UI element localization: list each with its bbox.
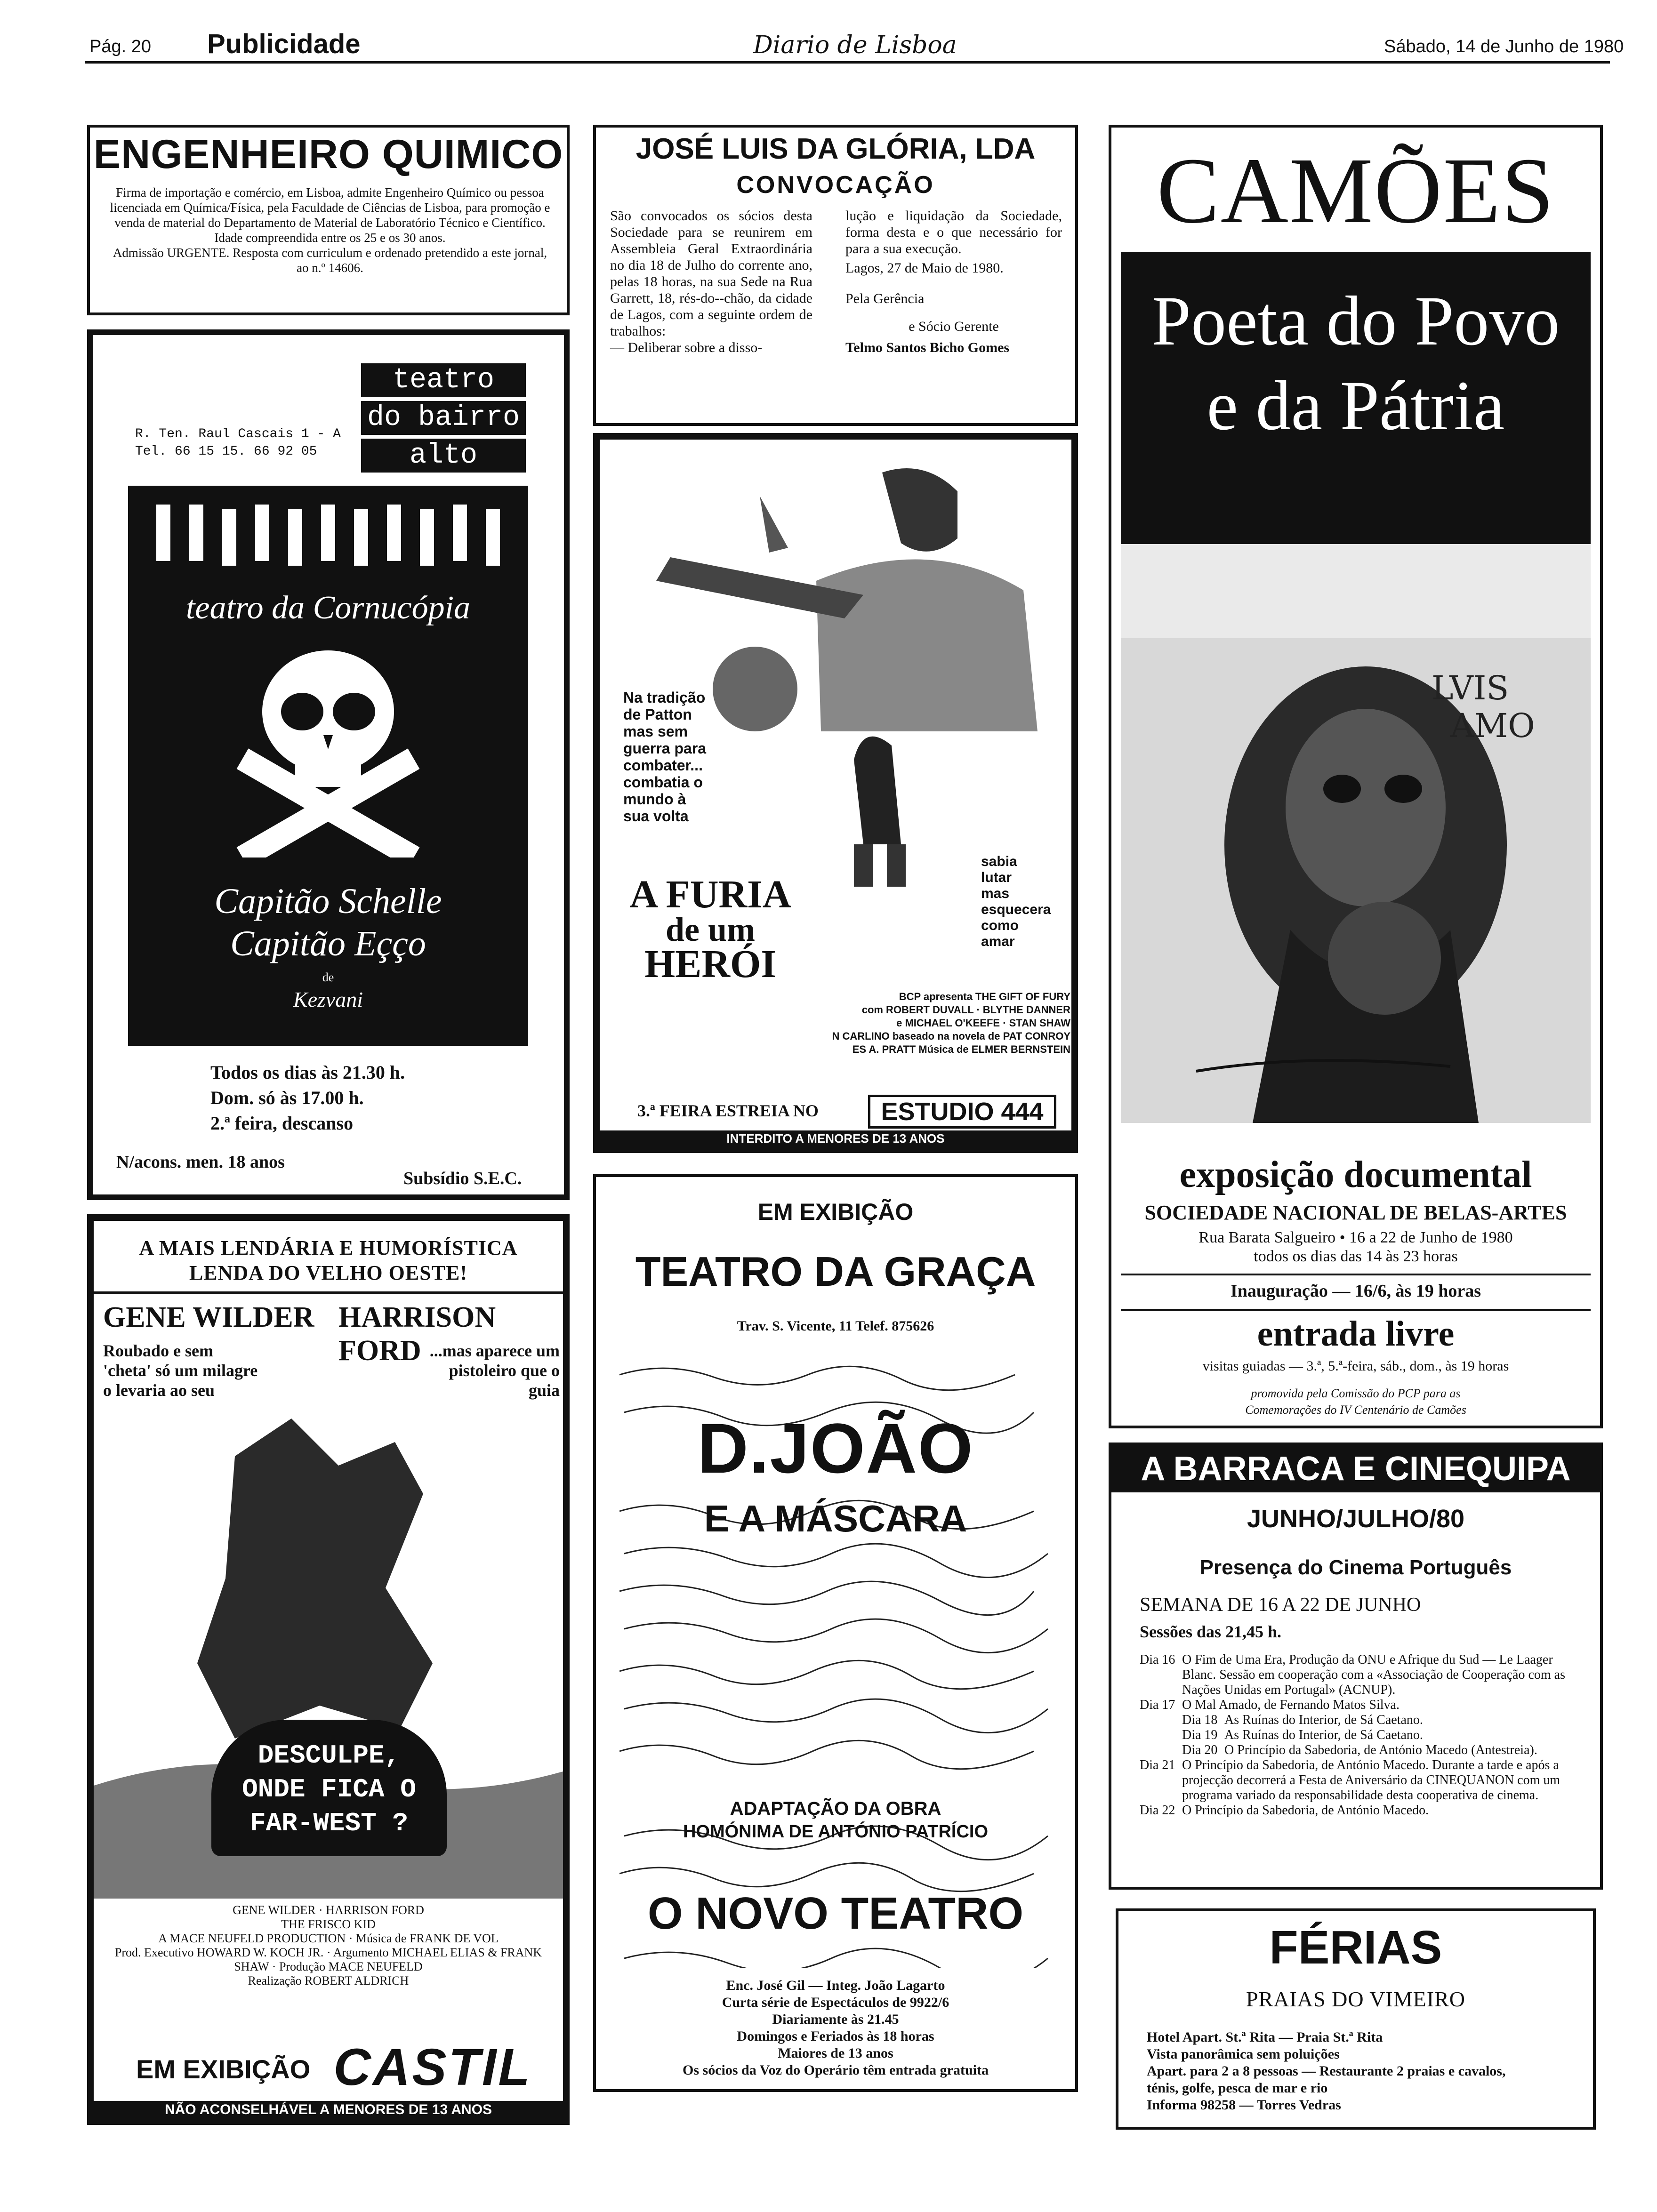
program-text: O Princípio da Sabedoria, de António Macedo (Antestreia). [1224, 1743, 1537, 1757]
teatro-logo-line-1: teatro [361, 363, 526, 397]
farwest-ad [87, 1214, 570, 2125]
furia-tag2-3: mas [981, 886, 1010, 901]
camoes-portrait-image [1121, 544, 1591, 1123]
graca-credit-1: Enc. José Gil — Integ. João Lagarto [726, 1978, 945, 1993]
furia-rating: INTERDITO A MENORES DE 13 ANOS [600, 1130, 1071, 1146]
teatro-poster [128, 486, 528, 1046]
teatro-age: N/acons. men. 18 anos [116, 1152, 285, 1172]
ferias-ad [1116, 1908, 1596, 2130]
graca-em-exibicao: EM EXIBIÇÃO [757, 1199, 914, 1225]
page-header [0, 0, 1657, 71]
furia-tag2-4: esquecera [981, 902, 1051, 917]
farwest-credits [113, 1903, 544, 1988]
program-text: O Fim de Uma Era, Produção da ONU e Afrique du Sud — Le Laager Blanc. Sessão em cooperação com a «Associação de Cooperação com as Nações Unidas em Portugal» (ACNUP). [1182, 1652, 1566, 1697]
gloria-title: JOSÉ LUIS DA GLÓRIA, LDA [635, 133, 1036, 165]
camoes-ad [1109, 125, 1603, 1428]
camoes-promo-2: Comemorações do IV Centenário de Camões [1245, 1403, 1466, 1417]
farwest-em-exibicao: EM EXIBIÇÃO [136, 2054, 311, 2084]
camoes-address: Rua Barata Salgueiro • 16 a 22 de Junho de 1980 [1199, 1229, 1513, 1246]
camoes-inauguracao: Inauguração — 16/6, às 19 horas [1230, 1281, 1481, 1301]
teatro-play-2: Capitão Eçço [230, 924, 426, 963]
program-text: O Princípio da Sabedoria, de António Macedo. Durante a tarde e após a projecção decorrerá a Festa de Aniversário da CINEQUANON com um programa variado da responsabilidade desta cooperativa de cinema. [1182, 1758, 1560, 1803]
program-day: Dia 20 [1182, 1743, 1218, 1757]
furia-cinema: ESTUDIO 444 [868, 1095, 1056, 1129]
page-number: Pág. 20 [89, 37, 151, 56]
farwest-credit-3: A MACE NEUFELD PRODUCTION · Música de FRANK DE VOL [158, 1931, 499, 1945]
camoes-subtitle-2: e da Pátria [1207, 367, 1505, 445]
barraca-subtitle: Presença do Cinema Português [1199, 1556, 1512, 1579]
furia-tag-5: combater... [623, 757, 703, 774]
camoes-promo-1: promovida pela Comissão do PCP para as [1251, 1387, 1461, 1400]
graca-credit-6: Os sócios da Voz do Operário têm entrada gratuita [683, 2062, 989, 2078]
furia-credit-3: e MICHAEL O'KEEFE · STAN SHAW [896, 1017, 1070, 1029]
teatro-logo [361, 363, 526, 473]
gloria-right-text: lução e liquidação da Sociedade, forma desta e o que necessário for para a sua execução. [845, 208, 1062, 256]
issue-date: Sábado, 14 de Junho de 1980 [1384, 37, 1624, 56]
program-text: As Ruínas do Interior, de Sá Caetano. [1224, 1728, 1423, 1742]
gloria-left-item: — Deliberar sobre a disso- [610, 340, 763, 355]
gloria-by: Pela Gerência [845, 291, 925, 306]
farwest-rating: NÃO ACONSELHÁVEL A MENORES DE 13 ANOS [94, 2101, 563, 2118]
program-row [1140, 1758, 1577, 1803]
furia-credit-1: BCP apresenta THE GIFT OF FURY [899, 991, 1070, 1002]
teatro-author: Kezvani [293, 987, 363, 1011]
teatro-schedule [210, 1060, 405, 1136]
furia-tag-7: mundo à [623, 791, 686, 808]
teatro-address: R. Ten. Raul Cascais 1 - A [135, 427, 341, 441]
graca-ad [593, 1174, 1078, 2092]
gloria-right-column [845, 208, 1062, 356]
program-row [1140, 1698, 1577, 1713]
teatro-sched-3: 2.ª feira, descanso [210, 1113, 354, 1134]
furia-tag2-1: sabia [981, 854, 1017, 869]
furia-tag-3: mas sem [623, 723, 688, 740]
graca-play-2: E A MÁSCARA [704, 1498, 967, 1539]
graca-adaptation-1: ADAPTAÇÃO DA OBRA [730, 1798, 941, 1819]
ferias-line-5: Informa 98258 — Torres Vedras [1147, 2097, 1341, 2113]
farwest-cinema: CASTIL [333, 2038, 532, 2096]
ferias-line-2: Vista panorâmica sem poluições [1147, 2046, 1340, 2062]
camoes-rule-1 [1121, 1274, 1591, 1275]
furia-title-3: HERÓI [644, 942, 777, 986]
furia-tagline [623, 689, 706, 825]
furia-ad [593, 433, 1078, 1153]
graca-credit-5: Maiores de 13 anos [778, 2045, 893, 2061]
farwest-right-tag: ...mas aparece um pistoleiro que o guia [429, 1341, 560, 1400]
graca-address: Trav. S. Vicente, 11 Telef. 875626 [737, 1318, 934, 1334]
engenheiro-age: Idade compreendida entre os 25 e os 30 anos. [214, 231, 446, 245]
engenheiro-ad [87, 125, 570, 315]
header-rule [85, 61, 1610, 64]
program-day: Dia 17 [1140, 1698, 1175, 1712]
puppets-image [128, 486, 528, 603]
gloria-place-date: Lagos, 27 de Maio de 1980. [845, 260, 1004, 276]
camoes-portrait [1121, 544, 1591, 1123]
farwest-film-title: DESCULPE, ONDE FICA O FAR-WEST ? [242, 1740, 416, 1838]
farwest-headline-1: A MAIS LENDÁRIA E HUMORÍSTICA [139, 1236, 518, 1259]
furia-credit-5: ES A. PRATT Música de ELMER BERNSTEIN [852, 1043, 1070, 1055]
farwest-left-tag: Roubado e sem 'cheta' só um milagre o levaria ao seu [103, 1341, 258, 1400]
camoes-exposicao: exposição documental [1179, 1154, 1532, 1195]
teatro-company: teatro da Cornucópia [185, 590, 471, 626]
ferias-line-3: Apart. para 2 a 8 pessoas — Restaurante 2 praias e cavalos, [1147, 2063, 1506, 2079]
farwest-star-1: GENE WILDER [103, 1301, 314, 1333]
farwest-credit-2: THE FRISCO KID [281, 1917, 376, 1931]
camoes-visitas: visitas guiadas — 3.ª, 5.ª-feira, sáb., dom., às 19 horas [1202, 1358, 1509, 1374]
barraca-program [1140, 1652, 1577, 1818]
furia-tag-8: sua volta [623, 808, 689, 825]
farwest-title-box [211, 1720, 447, 1856]
teatro-subsidy: Subsídio S.E.C. [403, 1169, 522, 1188]
program-day: Dia 19 [1182, 1728, 1218, 1742]
camoes-org: SOCIEDADE NACIONAL DE BELAS-ARTES [1144, 1201, 1567, 1224]
furia-credits [779, 990, 1070, 1056]
teatro-phone: Tel. 66 15 15. 66 92 05 [135, 444, 317, 459]
camoes-banner [1121, 252, 1591, 544]
program-row [1140, 1652, 1577, 1698]
gloria-subtitle: CONVOCAÇÃO [736, 171, 935, 199]
ferias-line-4: ténis, golfe, pesca de mar e rio [1147, 2080, 1328, 2096]
graca-title: TEATRO DA GRAÇA [635, 1248, 1036, 1295]
svg-text:AMO: AMO [1450, 706, 1535, 745]
farwest-credit-4: Prod. Executivo HOWARD W. KOCH JR. · Argumento MICHAEL ELIAS & FRANK SHAW · Produção MACE NEUFELD [114, 1946, 542, 1973]
teatro-logo-line-2: do bairro [361, 401, 526, 435]
gloria-ad [593, 125, 1078, 426]
furia-tag-2: de Patton [623, 706, 692, 723]
engenheiro-admission: Admissão URGENTE. Resposta com curriculum e ordenado pretendido a este jornal, ao n.º 14606. [113, 246, 547, 275]
barraca-week: SEMANA DE 16 A 22 DE JUNHO [1140, 1594, 1421, 1616]
furia-credit-4: N CARLINO baseado na novela de PAT CONROY [832, 1030, 1070, 1042]
section-title: Publicidade [207, 29, 361, 59]
camoes-hours: todos os dias das 14 às 23 horas [1254, 1248, 1458, 1265]
camoes-title: CAMÕES [1157, 139, 1555, 243]
ferias-subtitle: PRAIAS DO VIMEIRO [1246, 1987, 1465, 2011]
teatro-logo-line-3: alto [361, 439, 526, 473]
barraca-ad [1109, 1443, 1603, 1890]
teatro-sched-2: Dom. só às 17.00 h. [210, 1087, 364, 1108]
furia-tag-4: guerra para [623, 740, 707, 757]
gloria-left-column [610, 208, 812, 356]
camoes-subtitle-1: Poeta do Povo [1151, 282, 1560, 360]
camoes-rule-2 [1121, 1309, 1591, 1311]
farwest-star-2: HARRISON FORD [338, 1301, 496, 1367]
camoes-entrada: entrada livre [1257, 1314, 1455, 1354]
ferias-lines [1147, 2029, 1580, 2114]
gloria-left-text: São convocados os sócios desta Sociedade para se reunirem em Assembleia Geral Extraordinária no dia 18 de Julho do corrente ano, pelas 18 horas, na sua Sede na Rua Garrett, 18, rés-do--chão, da cidade de Lagos, com a seguinte ordem de trabalhos: [610, 208, 812, 339]
masthead: Diario de Lisboa [753, 31, 957, 59]
furia-tagline-2 [981, 854, 1051, 950]
teatro-ad [87, 329, 570, 1200]
program-day: Dia 21 [1140, 1758, 1175, 1772]
gloria-role: e Sócio Gerente [909, 319, 999, 334]
engenheiro-title: ENGENHEIRO QUIMICO [93, 132, 563, 177]
gloria-signer: Telmo Santos Bicho Gomes [845, 340, 1010, 355]
barraca-period: JUNHO/JULHO/80 [1247, 1505, 1465, 1533]
program-text: O Princípio da Sabedoria, de António Macedo. [1182, 1803, 1429, 1818]
barraca-sessions: Sessões das 21,45 h. [1140, 1622, 1282, 1641]
furia-credit-2: com ROBERT DUVALL · BLYTHE DANNER [861, 1004, 1070, 1016]
furia-title [609, 873, 812, 986]
program-row [1140, 1743, 1577, 1758]
barraca-title: A BARRACA E CINEQUIPA [1111, 1445, 1600, 1492]
furia-tag2-6: amar [981, 934, 1015, 949]
furia-tag-6: combatia o [623, 774, 703, 791]
graca-company: O NOVO TEATRO [647, 1888, 1024, 1939]
program-day: Dia 16 [1140, 1652, 1175, 1667]
teatro-sched-1: Todos os dias às 21.30 h. [210, 1062, 405, 1083]
program-row [1140, 1803, 1577, 1818]
graca-credits [596, 1977, 1075, 2079]
skull-icon [210, 641, 446, 858]
furia-title-1: A FURIA [629, 873, 791, 916]
graca-play: D.JOÃO [697, 1409, 974, 1488]
engenheiro-body [109, 185, 551, 275]
graca-credit-2: Curta série de Espectáculos de 9922/6 [722, 1995, 949, 2010]
farwest-headline-2: LENDA DO VELHO OESTE! [189, 1261, 468, 1284]
svg-text:LVIS: LVIS [1432, 669, 1509, 707]
program-day: Dia 22 [1140, 1803, 1175, 1818]
program-text: As Ruínas do Interior, de Sá Caetano. [1224, 1713, 1423, 1727]
program-day: Dia 18 [1182, 1713, 1218, 1727]
furia-title-2: de um [665, 911, 756, 948]
farwest-credit-1: GENE WILDER · HARRISON FORD [233, 1903, 424, 1917]
furia-tag-1: Na tradição [623, 689, 706, 706]
furia-tag2-5: como [981, 918, 1019, 933]
teatro-play-1: Capitão Schelle [214, 882, 442, 921]
program-text: O Mal Amado, de Fernando Matos Silva. [1182, 1698, 1400, 1712]
engenheiro-text: Firma de importação e comércio, em Lisboa, admite Engenheiro Químico ou pessoa licenciada em Química/Física, pela Faculdade de Ciências de Lisboa, para promoção e venda de material do Departamento de Material de Laboratório Técnico e Científico. [110, 185, 550, 230]
ferias-title: FÉRIAS [1269, 1921, 1442, 1974]
program-row [1140, 1713, 1577, 1728]
ferias-line-1: Hotel Apart. St.ª Rita — Praia St.ª Rita [1147, 2029, 1383, 2045]
furia-premiere: 3.ª FEIRA ESTREIA NO [637, 1101, 819, 1120]
furia-tag2-2: lutar [981, 870, 1012, 885]
farwest-rule [94, 1291, 563, 1294]
graca-adaptation-2: HOMÓNIMA DE ANTÓNIO PATRÍCIO [683, 1822, 989, 1842]
farwest-credit-5: Realização ROBERT ALDRICH [248, 1974, 409, 1988]
program-row [1140, 1728, 1577, 1743]
graca-credit-3: Diariamente às 21.45 [772, 2012, 899, 2027]
graca-credit-4: Domingos e Feriados às 18 horas [737, 2028, 934, 2044]
teatro-de: de [322, 970, 334, 984]
